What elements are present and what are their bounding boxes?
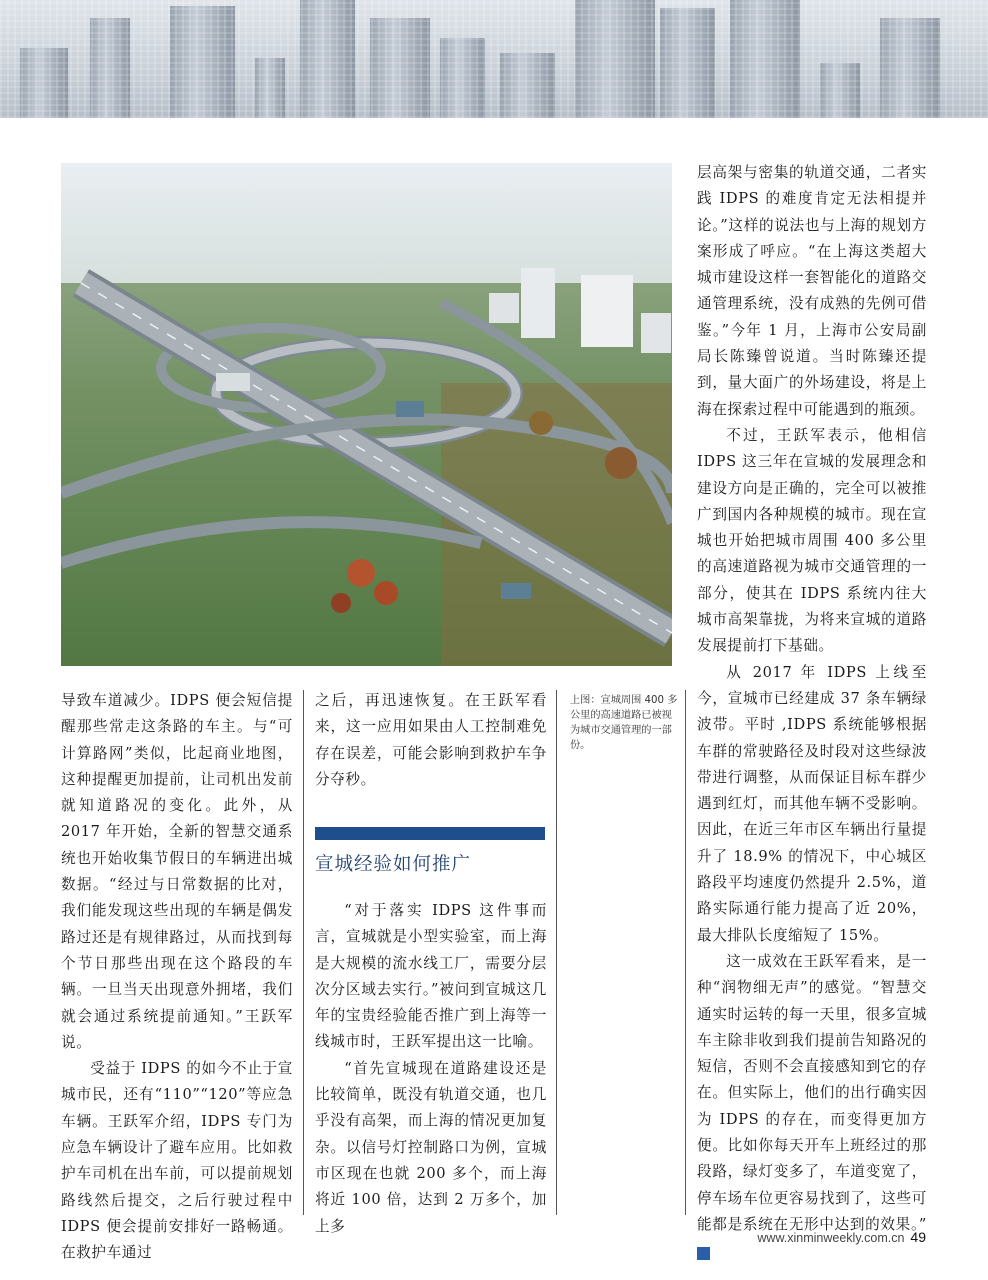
paragraph: “对于落实 IDPS 这件事而言，宣城就是小型实验室，而上海是大规模的流水线工厂，需要分层次分区域去实行。”被问到宣城这几年的宝贵经验能否推广到上海等一线城市时，王跃军提出这一比喻。 bbox=[315, 902, 547, 1051]
page-footer bbox=[757, 1229, 926, 1245]
header-skyline-banner bbox=[0, 0, 988, 118]
paragraph-text: 这一成效在王跃军看来，是一种“润物细无声”的感觉。“智慧交通实时运转的每一天里，很多宣城车主除非收到我们提前告知路况的短信，否则不会直接感知到它的存在。但实际上，他们的出行确实因为 IDPS 的存在，而变得更加方便。比如你每天开车上班经过的那段路，绿灯变多了，车道变宽了，停车场车位更容易找到了，这些可能都是系统在无形中达到的效果。” bbox=[697, 952, 927, 1233]
paragraph: 受益于 IDPS 的如今不止于宣城市民，还有“110”“120”等应急车辆。王跃军介绍，IDPS 专门为应急车辆设计了避车应用。比如救护车司机在出车前，可以提前规划路线然后提交，之后行驶过程中 IDPS 便会提前安排好一路畅通。在救护车通过 bbox=[61, 1060, 293, 1262]
column-divider bbox=[685, 690, 686, 1215]
column-divider bbox=[556, 690, 557, 1215]
article-column-1 bbox=[61, 688, 293, 1267]
highway-interchange-image bbox=[61, 163, 672, 666]
article-column-2-top bbox=[315, 688, 547, 793]
photo-caption: 上图：宣城周围 400 多公里的高速道路已被视为城市交通管理的一部份。 bbox=[570, 695, 678, 751]
end-mark-icon: 民 bbox=[697, 1247, 710, 1260]
article-column-2-body bbox=[315, 898, 547, 1240]
column-divider bbox=[303, 690, 304, 1215]
article-column-4 bbox=[697, 160, 927, 1264]
section-heading: 宣城经验如何推广 bbox=[315, 854, 472, 875]
paragraph: 从 2017 年 IDPS 上线至今，宣城市已经建成 37 条车辆绿波带。平时 ,IDPS 系统能够根据车群的常驶路径及时段对这些绿波带进行调整，从而保证目标车群少遇到红灯，而其他车辆不受影响。因此，在近三年市区车辆出行量提升了 18.9% 的情况下，中心城区路段平均速度仍然提升 2.5%，道路实际通行能力提高了近 20%，最大排队长度缩短了 15%。 bbox=[697, 663, 927, 944]
section-heading-bar bbox=[315, 827, 545, 840]
paragraph: “首先宣城现在道路建设还是比较简单，既没有轨道交通，也几乎没有高架，而上海的情况更加复杂。以信号灯控制路口为例，宣城市区现在也就 200 多个，而上海将近 100 倍，达到 2 万多个，加上多 bbox=[315, 1059, 547, 1235]
paragraph: 不过，王跃军表示，他相信 IDPS 这三年在宣城的发展理念和建设方向是正确的，完全可以被推广到国内各种规模的城市。现在宣城也开始把城市周围 400 多公里的高速道路视为城市交通管理的一部分，使其在 IDPS 系统内往大城市高架靠拢，为将来宣城的道路发展提前打下基础。 bbox=[697, 426, 927, 655]
paragraph bbox=[697, 949, 927, 1265]
page-number: 49 bbox=[910, 1229, 926, 1245]
footer-url: www.xinminweekly.com.cn bbox=[757, 1231, 905, 1245]
paragraph: 导致车道减少。IDPS 便会短信提醒那些常走这条路的车主。与“可计算路网”类似，比起商业地图，这种提醒更加提前，让司机出发前就知道路况的变化。此外，从 2017 年开始，全新的智慧交通系统也开始收集节假日的车辆进出城数据。“经过与日常数据的比对，我们能发现这些出现的车辆是偶发路过还是有规律路过，从而找到每个节日那些出现在这个路段的车辆。一旦当天出现意外拥堵，我们就会通过系统提前通知。”王跃军说。 bbox=[61, 692, 293, 1051]
highway-interchange-photo bbox=[61, 163, 672, 666]
paragraph: 之后，再迅速恢复。在王跃军看来，这一应用如果由人工控制难免存在误差，可能会影响到救护车争分夺秒。 bbox=[315, 692, 547, 788]
paragraph: 层高架与密集的轨道交通，二者实践 IDPS 的难度肯定无法相提并论。”这样的说法也与上海的规划方案形成了呼应。“在上海这类超大城市建设这样一套智能化的道路交通管理系统，没有成熟的先例可借鉴。”今年 1 月，上海市公安局副局长陈臻曾说道。当时陈臻还提到，量大面广的外场建设，将是上海在探索过程中可能遇到的瓶颈。 bbox=[697, 164, 927, 418]
